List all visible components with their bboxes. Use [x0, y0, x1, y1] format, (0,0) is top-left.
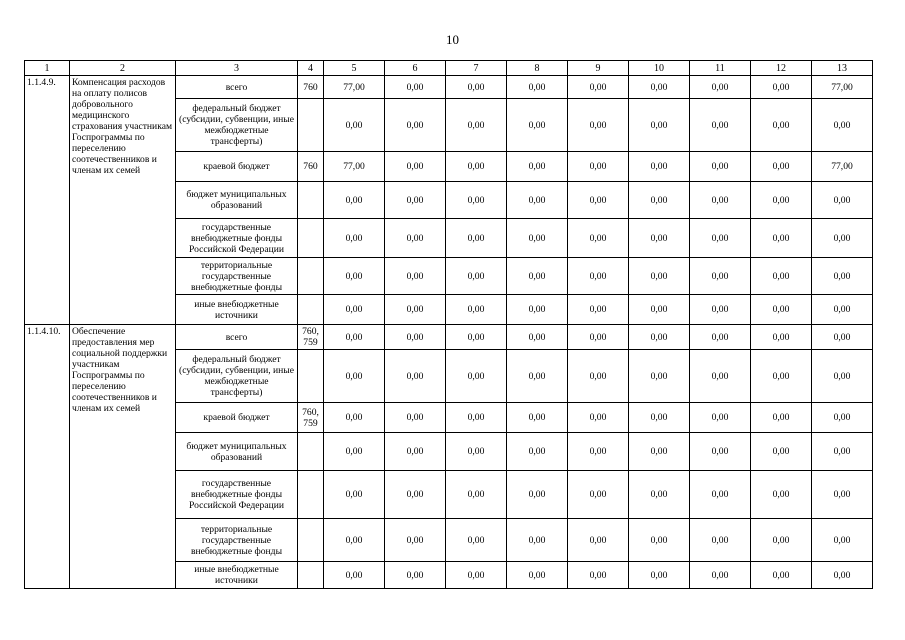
- page-number: 10: [446, 32, 459, 47]
- amount-cell: 0,00: [507, 182, 568, 219]
- amount-cell: 0,00: [324, 433, 385, 471]
- amount-cell: 0,00: [507, 258, 568, 295]
- column-number: 1: [25, 61, 70, 76]
- kbk-code: [298, 258, 324, 295]
- amount-cell: 0,00: [385, 433, 446, 471]
- kbk-code: 760: [298, 76, 324, 99]
- amount-cell: 0,00: [324, 182, 385, 219]
- kbk-code: [298, 350, 324, 403]
- amount-cell: 0,00: [751, 519, 812, 562]
- amount-cell: 0,00: [812, 325, 873, 350]
- amount-cell: 0,00: [690, 182, 751, 219]
- amount-cell: 0,00: [568, 76, 629, 99]
- item-code: 1.1.4.9.: [25, 76, 70, 325]
- amount-cell: 0,00: [385, 258, 446, 295]
- funding-source: всего: [176, 325, 298, 350]
- kbk-code: 760, 759: [298, 325, 324, 350]
- amount-cell: 0,00: [812, 519, 873, 562]
- amount-cell: 0,00: [385, 219, 446, 258]
- amount-cell: 0,00: [446, 433, 507, 471]
- amount-cell: 0,00: [812, 182, 873, 219]
- amount-cell: 0,00: [690, 350, 751, 403]
- amount-cell: 0,00: [507, 403, 568, 433]
- amount-cell: 0,00: [812, 562, 873, 589]
- funding-source: государственные внебюджетные фонды Российской Федерации: [176, 219, 298, 258]
- amount-cell: 0,00: [568, 350, 629, 403]
- kbk-code: [298, 99, 324, 152]
- amount-cell: 0,00: [629, 76, 690, 99]
- amount-cell: 0,00: [690, 562, 751, 589]
- amount-cell: 0,00: [629, 219, 690, 258]
- amount-cell: 77,00: [324, 152, 385, 182]
- amount-cell: 0,00: [751, 219, 812, 258]
- column-number-row: [25, 61, 873, 76]
- kbk-code: [298, 295, 324, 325]
- amount-cell: 0,00: [751, 152, 812, 182]
- amount-cell: 0,00: [751, 433, 812, 471]
- kbk-code: 760: [298, 152, 324, 182]
- amount-cell: 0,00: [446, 295, 507, 325]
- amount-cell: 0,00: [385, 325, 446, 350]
- amount-cell: 0,00: [812, 99, 873, 152]
- column-number: 4: [298, 61, 324, 76]
- amount-cell: 0,00: [629, 152, 690, 182]
- amount-cell: 0,00: [446, 562, 507, 589]
- amount-cell: 0,00: [385, 471, 446, 519]
- column-number: 8: [507, 61, 568, 76]
- column-number: 13: [812, 61, 873, 76]
- amount-cell: 0,00: [507, 76, 568, 99]
- column-number: 2: [70, 61, 176, 76]
- amount-cell: 0,00: [690, 152, 751, 182]
- amount-cell: 0,00: [446, 99, 507, 152]
- amount-cell: 0,00: [812, 433, 873, 471]
- amount-cell: 0,00: [751, 295, 812, 325]
- amount-cell: 0,00: [324, 258, 385, 295]
- item-code: 1.1.4.10.: [25, 325, 70, 589]
- column-number: 10: [629, 61, 690, 76]
- amount-cell: 0,00: [324, 350, 385, 403]
- amount-cell: 0,00: [751, 471, 812, 519]
- amount-cell: 77,00: [812, 152, 873, 182]
- amount-cell: 0,00: [751, 258, 812, 295]
- amount-cell: 0,00: [507, 295, 568, 325]
- amount-cell: 0,00: [385, 152, 446, 182]
- amount-cell: 0,00: [446, 152, 507, 182]
- amount-cell: 0,00: [446, 325, 507, 350]
- funding-source: территориальные государственные внебюджетные фонды: [176, 519, 298, 562]
- amount-cell: 0,00: [446, 519, 507, 562]
- amount-cell: 0,00: [324, 325, 385, 350]
- funding-source: иные внебюджетные источники: [176, 562, 298, 589]
- amount-cell: 0,00: [568, 471, 629, 519]
- kbk-code: [298, 471, 324, 519]
- amount-cell: 0,00: [568, 562, 629, 589]
- amount-cell: 0,00: [385, 99, 446, 152]
- amount-cell: 0,00: [324, 471, 385, 519]
- kbk-code: [298, 219, 324, 258]
- amount-cell: 0,00: [568, 433, 629, 471]
- column-number: 9: [568, 61, 629, 76]
- amount-cell: 0,00: [324, 519, 385, 562]
- amount-cell: 0,00: [446, 350, 507, 403]
- funding-source: краевой бюджет: [176, 152, 298, 182]
- amount-cell: 0,00: [568, 182, 629, 219]
- amount-cell: 0,00: [629, 258, 690, 295]
- amount-cell: 0,00: [507, 99, 568, 152]
- amount-cell: 0,00: [568, 219, 629, 258]
- amount-cell: 0,00: [568, 258, 629, 295]
- amount-cell: 0,00: [568, 99, 629, 152]
- amount-cell: 0,00: [629, 403, 690, 433]
- amount-cell: 0,00: [507, 562, 568, 589]
- amount-cell: 0,00: [690, 219, 751, 258]
- amount-cell: 0,00: [690, 258, 751, 295]
- amount-cell: 0,00: [812, 471, 873, 519]
- amount-cell: 0,00: [629, 325, 690, 350]
- kbk-code: [298, 433, 324, 471]
- amount-cell: 0,00: [385, 295, 446, 325]
- amount-cell: 0,00: [568, 519, 629, 562]
- amount-cell: 0,00: [690, 471, 751, 519]
- kbk-code: 760, 759: [298, 403, 324, 433]
- amount-cell: 0,00: [751, 403, 812, 433]
- amount-cell: 0,00: [812, 258, 873, 295]
- amount-cell: 0,00: [324, 99, 385, 152]
- amount-cell: 0,00: [507, 519, 568, 562]
- column-number: 3: [176, 61, 298, 76]
- amount-cell: 0,00: [385, 76, 446, 99]
- amount-cell: 0,00: [568, 152, 629, 182]
- funding-source: федеральный бюджет (субсидии, субвенции, иные межбюджетные трансферты): [176, 350, 298, 403]
- amount-cell: 0,00: [690, 403, 751, 433]
- column-number: 11: [690, 61, 751, 76]
- amount-cell: 0,00: [324, 562, 385, 589]
- amount-cell: 0,00: [568, 325, 629, 350]
- budget-table: [24, 60, 873, 589]
- item-name: Компенсация расходов на оплату полисов добровольного медицинского страхования участникам Госпрограммы по переселению соотечественников и членам их семей: [70, 76, 176, 325]
- amount-cell: 0,00: [812, 219, 873, 258]
- amount-cell: 0,00: [751, 562, 812, 589]
- amount-cell: 0,00: [812, 350, 873, 403]
- amount-cell: 0,00: [568, 403, 629, 433]
- amount-cell: 0,00: [690, 519, 751, 562]
- funding-source: иные внебюджетные источники: [176, 295, 298, 325]
- amount-cell: 0,00: [385, 182, 446, 219]
- amount-cell: 0,00: [507, 433, 568, 471]
- funding-source: всего: [176, 76, 298, 99]
- amount-cell: 0,00: [507, 350, 568, 403]
- amount-cell: 0,00: [629, 295, 690, 325]
- table-row: [25, 325, 873, 350]
- amount-cell: 0,00: [751, 76, 812, 99]
- amount-cell: 0,00: [446, 219, 507, 258]
- amount-cell: 0,00: [690, 99, 751, 152]
- amount-cell: 77,00: [324, 76, 385, 99]
- kbk-code: [298, 519, 324, 562]
- amount-cell: 0,00: [446, 471, 507, 519]
- funding-source: краевой бюджет: [176, 403, 298, 433]
- amount-cell: 0,00: [690, 433, 751, 471]
- amount-cell: 0,00: [324, 295, 385, 325]
- amount-cell: 0,00: [629, 350, 690, 403]
- amount-cell: 0,00: [751, 350, 812, 403]
- amount-cell: 0,00: [690, 295, 751, 325]
- amount-cell: 0,00: [385, 350, 446, 403]
- amount-cell: 0,00: [324, 219, 385, 258]
- amount-cell: 0,00: [751, 182, 812, 219]
- column-number: 7: [446, 61, 507, 76]
- amount-cell: 0,00: [629, 99, 690, 152]
- amount-cell: 0,00: [507, 152, 568, 182]
- amount-cell: 0,00: [446, 403, 507, 433]
- amount-cell: 0,00: [629, 519, 690, 562]
- funding-source: федеральный бюджет (субсидии, субвенции, иные межбюджетные трансферты): [176, 99, 298, 152]
- funding-source: бюджет муниципальных образований: [176, 433, 298, 471]
- amount-cell: 0,00: [568, 295, 629, 325]
- amount-cell: 0,00: [690, 76, 751, 99]
- column-number: 5: [324, 61, 385, 76]
- column-number: 12: [751, 61, 812, 76]
- amount-cell: 0,00: [690, 325, 751, 350]
- item-name: Обеспечение предоставления мер социальной поддержки участникам Госпрограммы по переселению соотечественников и членам их семей: [70, 325, 176, 589]
- amount-cell: 0,00: [446, 76, 507, 99]
- amount-cell: 0,00: [507, 325, 568, 350]
- amount-cell: 0,00: [385, 562, 446, 589]
- kbk-code: [298, 182, 324, 219]
- amount-cell: 0,00: [751, 325, 812, 350]
- amount-cell: 0,00: [629, 182, 690, 219]
- amount-cell: 0,00: [812, 295, 873, 325]
- amount-cell: 0,00: [751, 99, 812, 152]
- amount-cell: 0,00: [507, 471, 568, 519]
- amount-cell: 0,00: [385, 403, 446, 433]
- funding-source: территориальные государственные внебюджетные фонды: [176, 258, 298, 295]
- amount-cell: 0,00: [446, 258, 507, 295]
- funding-source: государственные внебюджетные фонды Российской Федерации: [176, 471, 298, 519]
- amount-cell: 0,00: [812, 403, 873, 433]
- kbk-code: [298, 562, 324, 589]
- amount-cell: 0,00: [446, 182, 507, 219]
- amount-cell: 0,00: [324, 403, 385, 433]
- funding-source: бюджет муниципальных образований: [176, 182, 298, 219]
- amount-cell: 77,00: [812, 76, 873, 99]
- amount-cell: 0,00: [629, 562, 690, 589]
- amount-cell: 0,00: [629, 471, 690, 519]
- column-number: 6: [385, 61, 446, 76]
- amount-cell: 0,00: [507, 219, 568, 258]
- amount-cell: 0,00: [385, 519, 446, 562]
- amount-cell: 0,00: [629, 433, 690, 471]
- table-row: [25, 76, 873, 99]
